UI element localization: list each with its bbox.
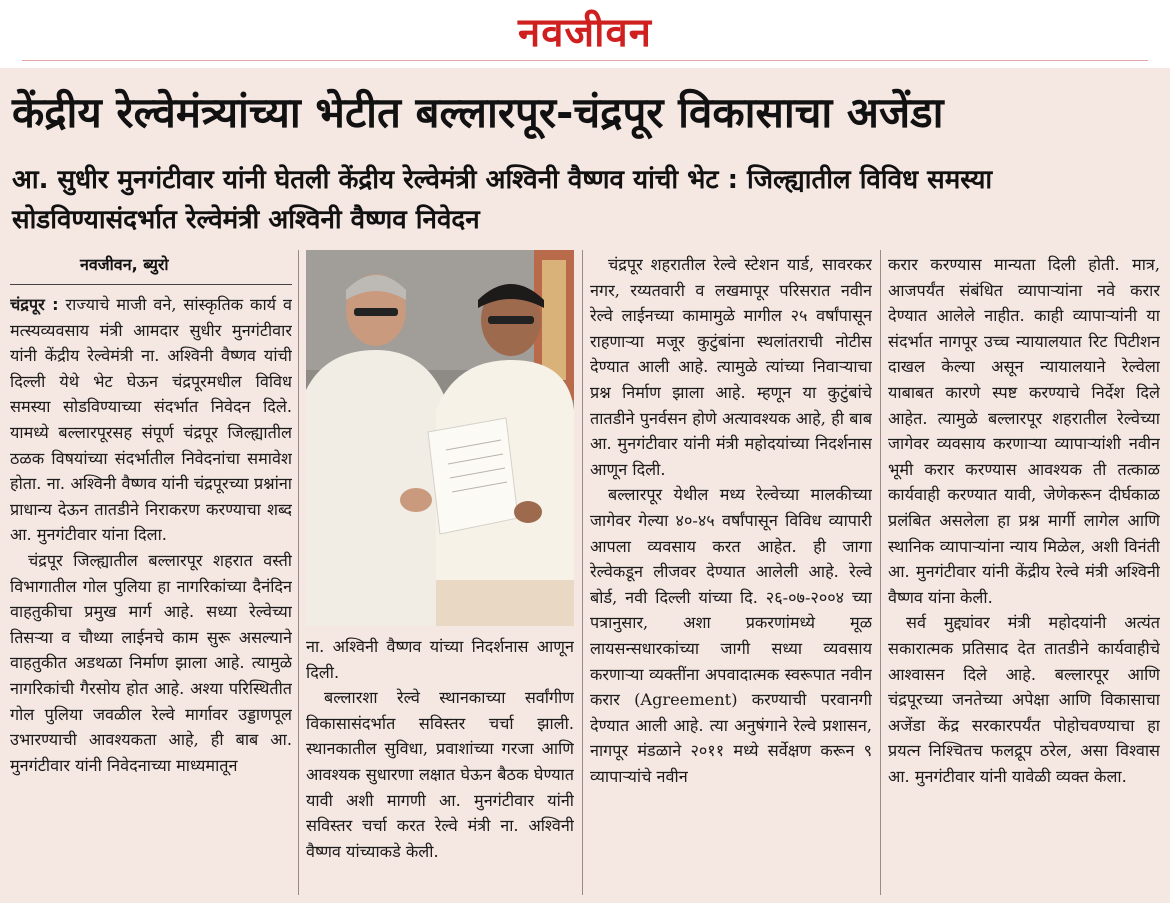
byline: नवजीवन, ब्युरो — [80, 255, 169, 274]
column-1-paragraph-1-text: राज्याचे माजी वने, सांस्कृतिक कार्य व मत्स्यव्यवसाय मंत्री आमदार सुधीर मुनगंटीवार यांनी केंद्रीय रेल्वेमंत्री ना. अश्विनी वैष्णव यांची दिल्ली येथे भेट घेऊन चंद्रपूरमधील विविध समस्या सोडविण्याच्या संदर्भात निवेदन दिले. यामध्ये बल्लारपूरसह संपूर्ण चंद्रपूर जिल्ह्यातील ठळक विषयांच्या संदर्भातील निवेदनांचा समावेश होता. ना. अश्विनी वैष्णव यांनी चंद्रपूरच्या प्रश्नांना प्राधान्य देऊन तातडीने निराकरण करण्याचा शब्द आ. मुनगंटीवार यांना दिला. — [10, 295, 292, 545]
column-divider-3 — [880, 250, 881, 895]
dateline: चंद्रपूर : — [10, 295, 59, 314]
handshake-photo-illustration — [306, 250, 574, 626]
column-2 — [306, 634, 574, 896]
byline-divider — [10, 284, 292, 285]
column-4-paragraph-1: करार करण्यास मान्यता दिली होती. मात्र, आजपर्यंत संबंधित व्यापाऱ्यांना नवे करार देण्यात आलेले नाहीत. काही व्यापाऱ्यांनी या संदर्भात नागपूर उच्च न्यायालयात रिट पिटीशन दाखल केल्या असून न्यायालयाने रेल्वेला याबाबत कारणे स्पष्ट करण्याचे निर्देश दिले आहेत. त्यामुळे बल्लारपूर शहरातील रेल्वेच्या जागेवर व्यवसाय करणाऱ्या व्यापाऱ्यांशी नवीन भूमी करार करण्यास आवश्यक ती तत्काळ कार्यवाही करण्यात यावी, जेणेकरून दीर्घकाळ प्रलंबित असलेला हा प्रश्न मार्गी लागेल आणि स्थानिक व्यापाऱ्यांना न्याय मिळेल, अशी विनंती आ. मुनगंटीवार यांनी केंद्रीय रेल्वे मंत्री अश्विनी वैष्णव यांना केली. — [888, 255, 1160, 607]
column-1-paragraph-2: चंद्रपूर जिल्ह्यातील बल्लारपूर शहरात वस्ती विभागातील गोल पुलिया हा नागरिकांच्या दैनंदिन वाहतुकीचा प्रमुख मार्ग आहे. सध्या रेल्वेच्या तिसऱ्या व चौथ्या लाईनचे काम सुरू असल्याने वाहतुकीत अडथळा निर्माण झाला आहे. त्यामुळे नागरिकांची गैरसोय होत आहे. अश्या परिस्थितीत गोल पुलिया जवळील रेल्वे मार्गावर उड्डाणपूल उभारण्याची आवश्यकता आहे, ही बाब आ. मुनगंटीवार यांनी निवेदनाच्या माध्यमातून — [10, 550, 292, 775]
article-headline: केंद्रीय रेल्वेमंत्र्यांच्या भेटीत बल्लारपूर-चंद्रपूर विकासाचा अजेंडा — [12, 88, 944, 137]
column-1 — [10, 292, 292, 896]
column-2-paragraph-1: ना. अश्विनी वैष्णव यांच्या निदर्शनास आणून दिली. — [306, 637, 574, 682]
column-divider-2 — [582, 250, 583, 895]
article-photo — [306, 250, 574, 626]
column-1-paragraph-1 — [10, 292, 292, 548]
newspaper-logo: नवजीवन — [518, 10, 652, 56]
column-divider-1 — [298, 250, 299, 895]
column-3 — [590, 252, 872, 896]
column-4-paragraph-2: सर्व मुद्द्यांवर मंत्री महोदयांनी अत्यंत सकारात्मक प्रतिसाद देत तातडीने कार्यवाहीचे आश्वासन दिले आहे. बल्लारपूर आणि चंद्रपूरच्या जनतेच्या अपेक्षा आणि विकासाचा अजेंडा केंद्र सरकारपर्यंत पोहोचवण्याचा हा प्रयत्न निश्चितच फलद्रूप ठरेल, असा विश्वास आ. मुनगंटीवार यांनी यावेळी व्यक्त केला. — [888, 613, 1160, 786]
column-4 — [888, 252, 1160, 896]
column-2-paragraph-2: बल्लारशा रेल्वे स्थानकाच्या सर्वांगीण विकासासंदर्भात सविस्तर चर्चा झाली. स्थानकातील सुविधा, प्रवाशांच्या गरजा आणि आवश्यक सुधारणा लक्षात घेऊन बैठक घेण्यात यावी अशी मागणी आ. मुनगंटीवार यांनी सविस्तर चर्चा करत रेल्वे मंत्री ना. अश्विनी वैष्णव यांच्याकडे केली. — [306, 688, 574, 861]
column-3-paragraph-1: चंद्रपूर शहरातील रेल्वे स्टेशन यार्ड, सावरकर नगर, रय्यतवारी व लखमापूर परिसरात नवीन रेल्वे लाईनच्या कामामुळे मागील २५ वर्षांपासून राहणाऱ्या मजूर कुटुंबांना स्थलांतराची नोटीस देण्यात आली आहे. त्यामुळे त्यांच्या निवाऱ्याचा प्रश्न निर्माण झाला आहे. म्हणून या कुटुंबांचे तातडीने पुनर्वसन होणे अत्यावश्यक आहे, ही बाब आ. मुनगंटीवार यांनी मंत्री महोदयांच्या निदर्शनास आणून दिली. — [590, 255, 872, 479]
masthead — [0, 0, 1170, 68]
article-subheadline: आ. सुधीर मुनगंटीवार यांनी घेतली केंद्रीय रेल्वेमंत्री अश्विनी वैष्णव यांची भेट : जिल्ह्यातील विविध समस्या सोडविण्यासंदर्भात रेल्वेमंत्री अश्विनी वैष्णव निवेदन — [12, 165, 993, 235]
column-3-paragraph-2: बल्लारपूर येथील मध्य रेल्वेच्या मालकीच्या जागेवर गेल्या ४०-४५ वर्षांपासून विविध व्यापारी आपला व्यवसाय करत आहेत. ही जागा रेल्वेकडून लीजवर देण्यात आलेली आहे. रेल्वे बोर्ड, नवी दिल्ली यांच्या दि. २६-०७-२००४ च्या पत्रानुसार, अशा प्रकरणांमध्ये मूळ लायसन्सधारकांच्या जागी सध्या व्यवसाय करणाऱ्या व्यक्तींना अपवादात्मक स्वरूपात नवीन करार (Agreement) करण्याची परवानगी देण्यात आली आहे. त्या अनुषंगाने रेल्वे प्रशासन, नागपूर मंडळाने २०११ मध्ये सर्वेक्षण करून ९ व्यापाऱ्यांचे नवीन — [590, 485, 872, 786]
masthead-divider — [22, 60, 1148, 61]
